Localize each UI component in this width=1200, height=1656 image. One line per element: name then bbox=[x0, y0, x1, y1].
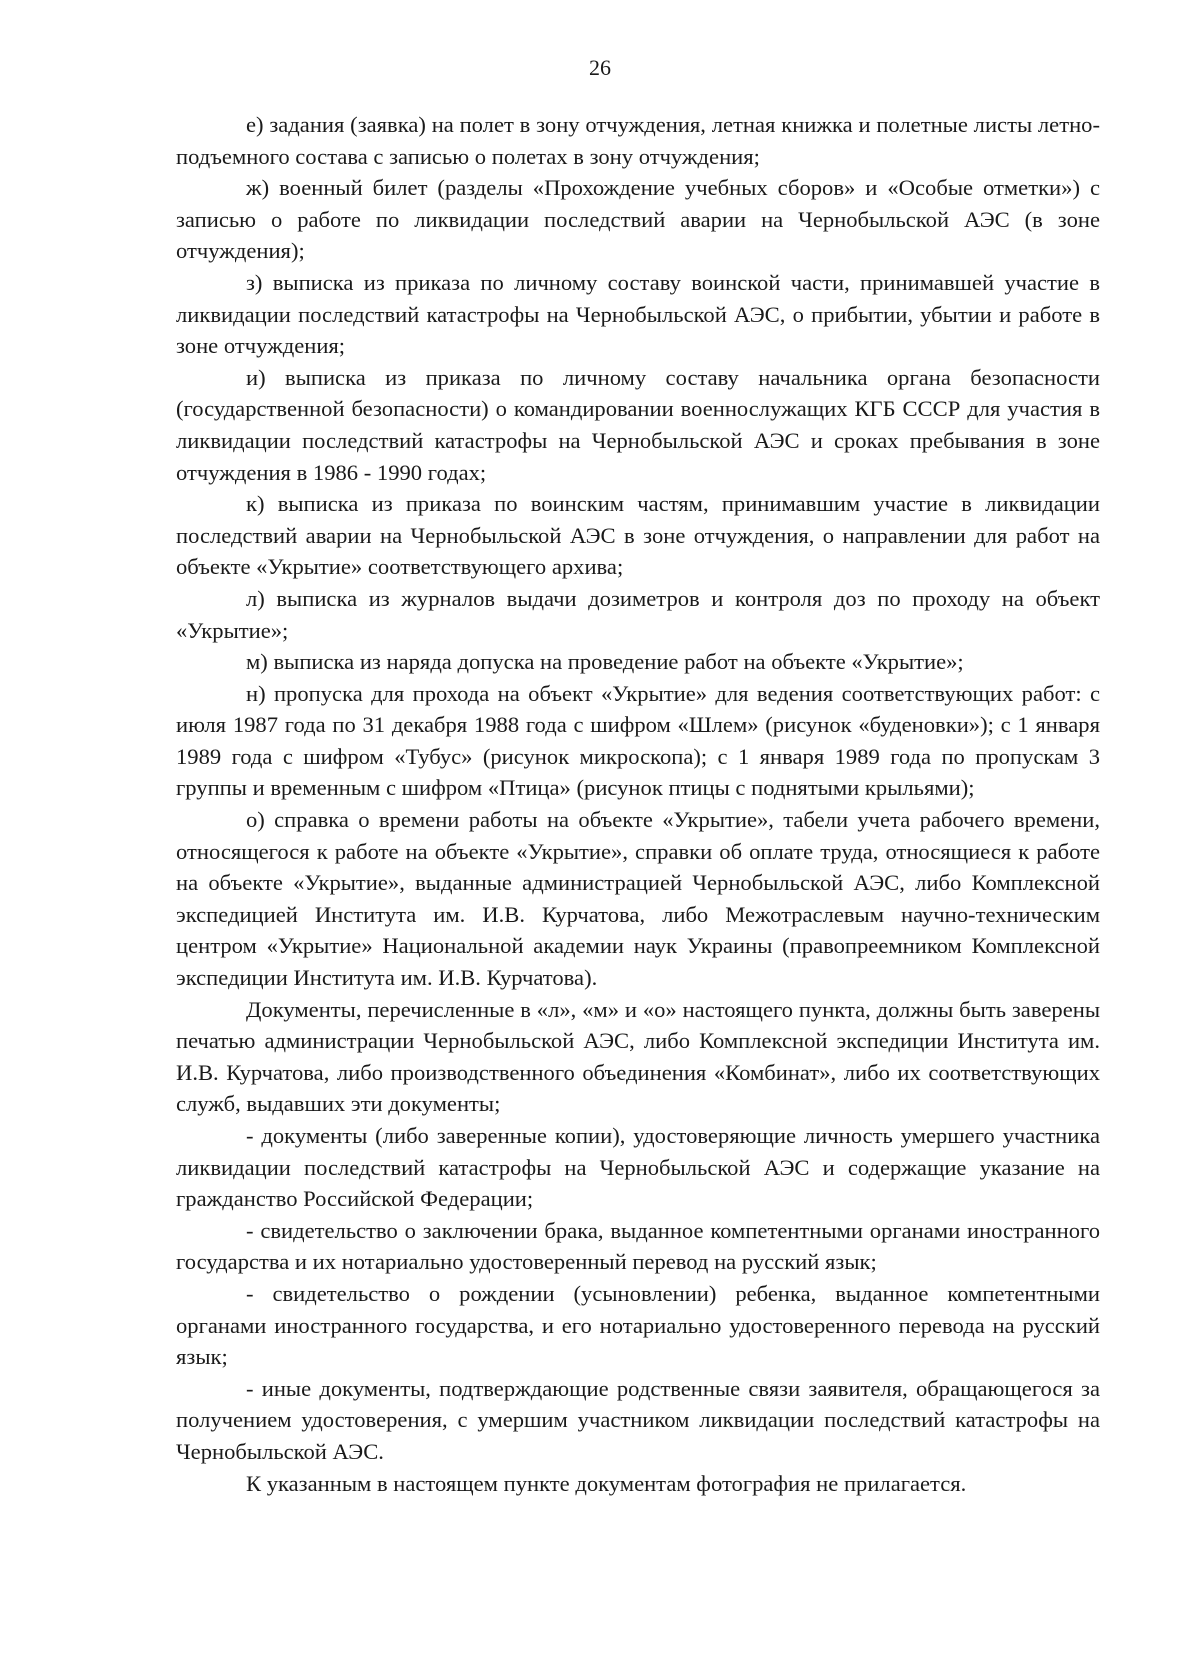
paragraph-k: к) выписка из приказа по воинским частям, принимавшим участие в ликвидации последствий аварии на Чернобыльской АЭС в зоне отчуждения, о направлении для работ на объекте «Укрытие» соответствующего архива; bbox=[176, 491, 1100, 580]
paragraph-n: н) пропуска для прохода на объект «Укрытие» для ведения соответствующих работ: с июля 1987 года по 31 декабря 1988 года с шифром «Шлем» (рисунок «буденовки»); с 1 января 1989 года с шифром «Тубус» (рисунок микроскопа); с 1 января 1989 года по пропускам 3 группы и временным с шифром «Птица» (рисунок птицы с поднятыми крыльями); bbox=[176, 680, 1100, 801]
paragraph-o: о) справка о времени работы на объекте «Укрытие», табели учета рабочего времени, относящегося к работе на объекте «Укрытие», справки об оплате труда, относящиеся к работе на объекте «Укрытие», выданные администрацией Чернобыльской АЭС, либо Комплексной экспедицией Института им. И.В. Курчатова, либо Межотраслевым научно-техническим центром «Укрытие» Национальной академии наук Украины (правопреемником Комплексной экспедиции Института им. И.В. Курчатова). bbox=[176, 807, 1100, 991]
paragraph-zh: ж) военный билет (разделы «Прохождение учебных сборов» и «Особые отметки») с записью о работе по ликвидации последствий аварии на Чернобыльской АЭС (в зоне отчуждения); bbox=[176, 175, 1100, 264]
document-body bbox=[176, 109, 1100, 1499]
list-item-other-documents: - иные документы, подтверждающие родственные связи заявителя, обращающегося за получением удостоверения, с умершим участником ликвидации последствий катастрофы на Чернобыльской АЭС. bbox=[176, 1375, 1100, 1464]
list-item-marriage-certificate: - свидетельство о заключении брака, выданное компетентными органами иностранного государства и их нотариально удостоверенный перевод на русский язык; bbox=[176, 1217, 1100, 1275]
page-number: 26 bbox=[589, 55, 611, 80]
paragraph-l: л) выписка из журналов выдачи дозиметров и контроля доз по проходу на объект «Укрытие»; bbox=[176, 585, 1100, 643]
list-item-birth-certificate: - свидетельство о рождении (усыновлении) ребенка, выданное компетентными органами иностранного государства, и его нотариально удостоверенного перевода на русский язык; bbox=[176, 1280, 1100, 1370]
paragraph-i: и) выписка из приказа по личному составу начальника органа безопасности (государственной безопасности) о командировании военнослужащих КГБ СССР для участия в ликвидации последствий катастрофы на Чернобыльской АЭС и сроках пребывания в зоне отчуждения в 1986 - 1990 годах; bbox=[176, 364, 1100, 485]
paragraph-z: з) выписка из приказа по личному составу воинской части, принимавшей участие в ликвидации последствий катастрофы на Чернобыльской АЭС, о прибытии, убытии и работе в зоне отчуждения; bbox=[176, 269, 1100, 359]
paragraph-photo-note: К указанным в настоящем пункте документам фотография не прилагается. bbox=[246, 1470, 967, 1496]
paragraph-m: м) выписка из наряда допуска на проведение работ на объекте «Укрытие»; bbox=[246, 649, 964, 675]
paragraph-e: е) задания (заявка) на полет в зону отчуждения, летная книжка и полетные листы летно-подъемного состава с записью о полетах в зону отчуждения; bbox=[176, 112, 1100, 169]
list-item-identity-documents: - документы (либо заверенные копии), удостоверяющие личность умершего участника ликвидации последствий катастрофы на Чернобыльской АЭС и содержащие указание на гражданство Российской Федерации; bbox=[176, 1123, 1100, 1212]
paragraph-certification-note: Документы, перечисленные в «л», «м» и «о» настоящего пункта, должны быть заверены печатью администрации Чернобыльской АЭС, либо Комплексной экспедиции Института им. И.В. Курчатова, либо производственного объединения «Комбинат», либо их соответствующих служб, выдавших эти документы; bbox=[176, 996, 1100, 1117]
